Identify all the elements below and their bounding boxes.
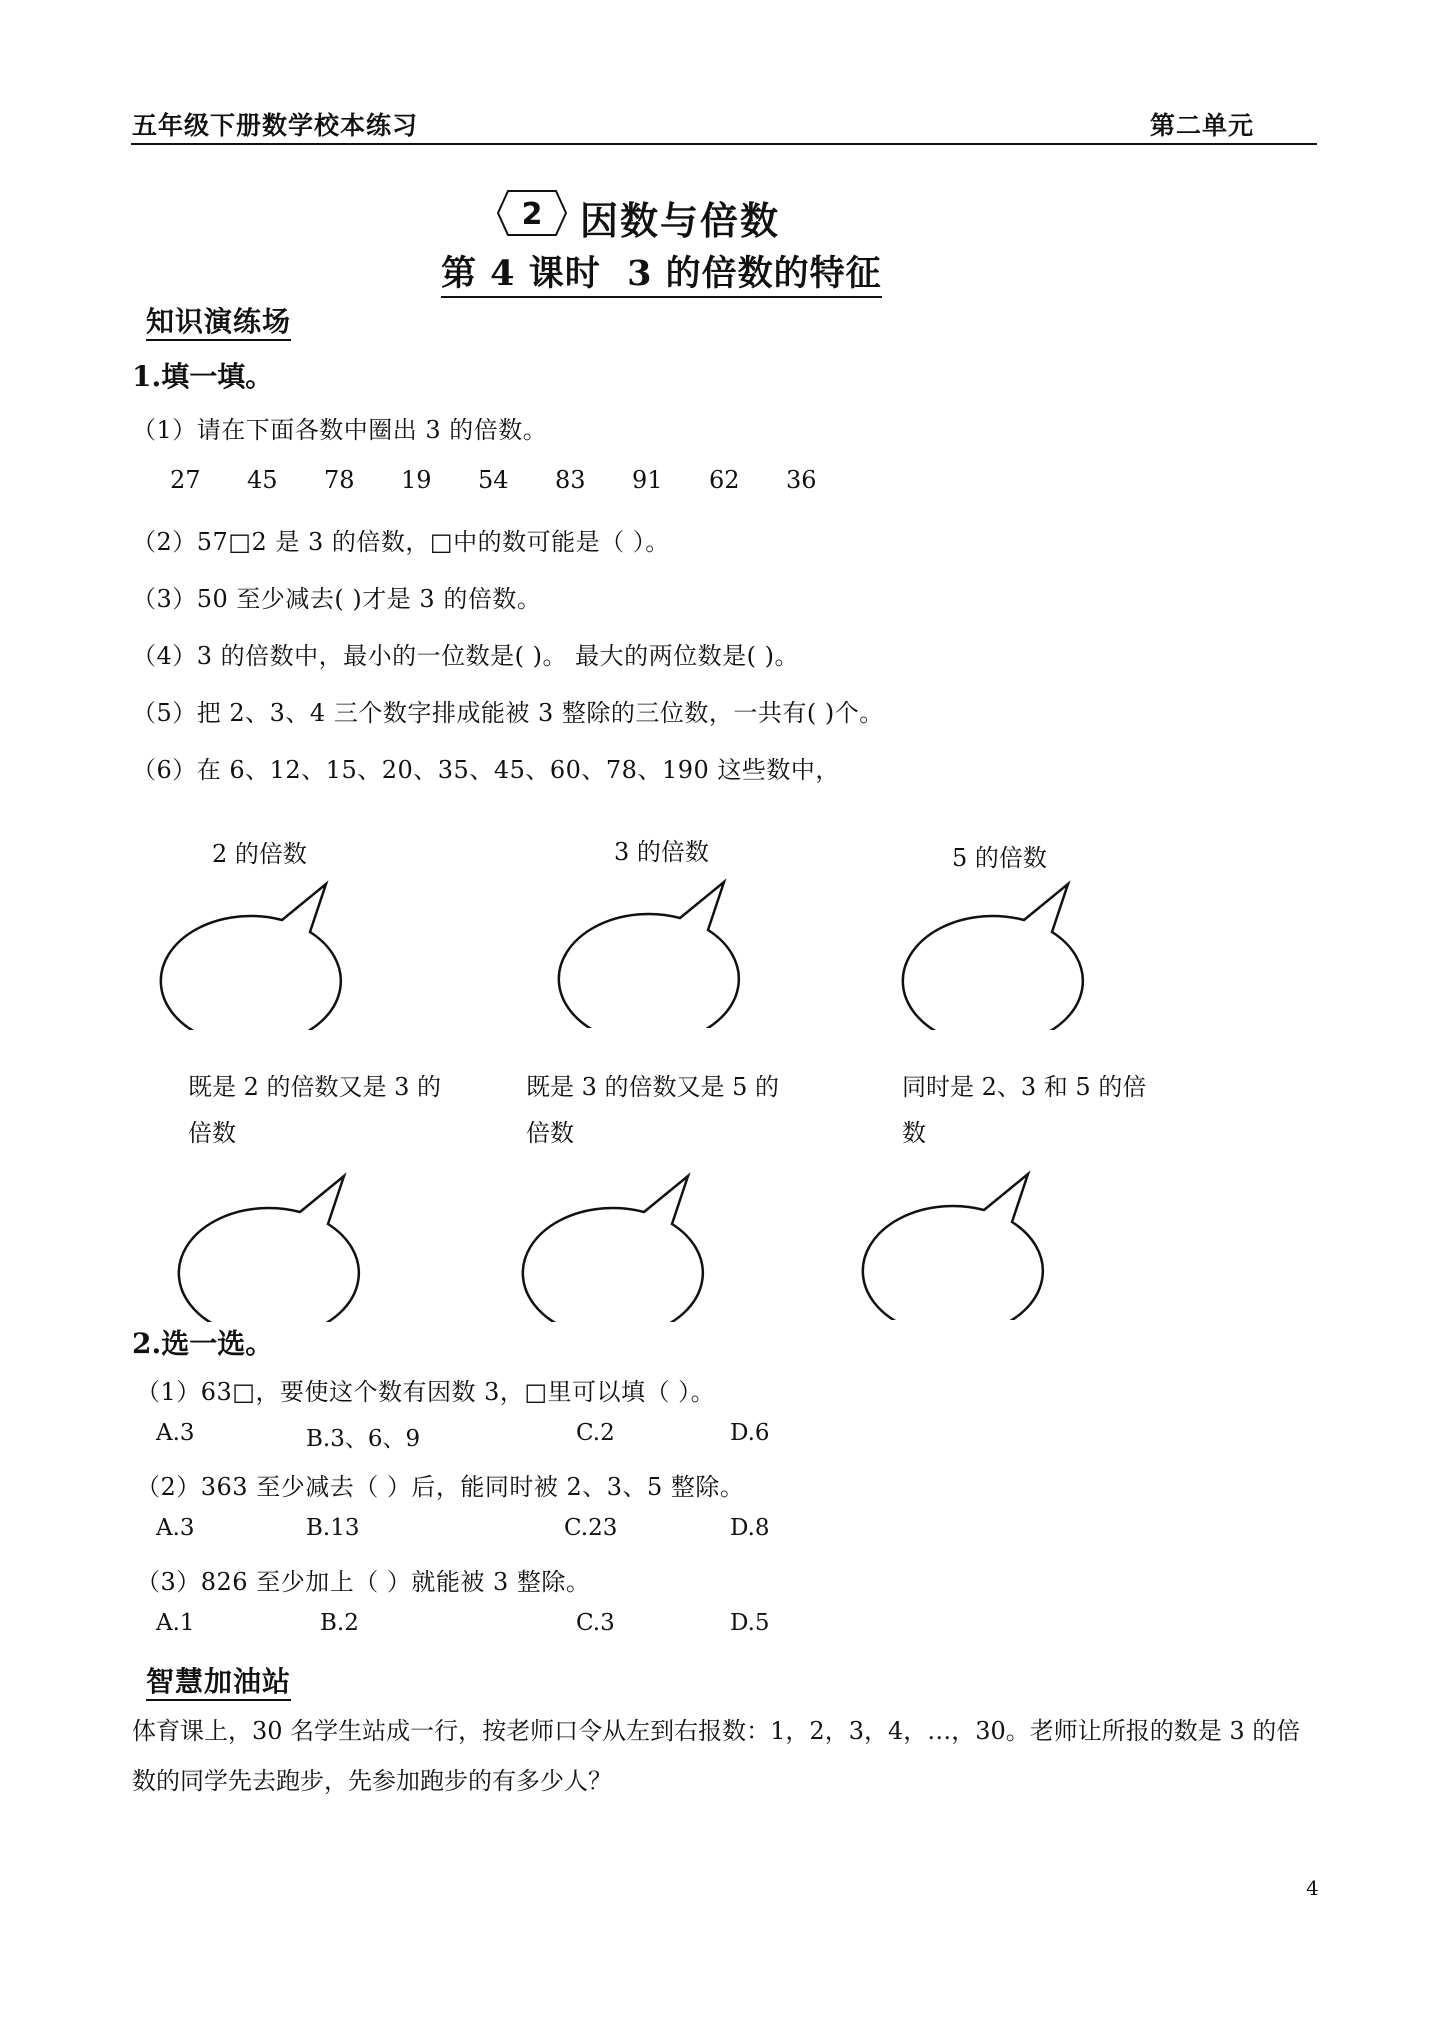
speech-bubble-multiples-5[interactable] [892, 870, 1092, 1030]
option-c[interactable]: C.23 [564, 1515, 618, 1541]
option-b[interactable]: B.2 [320, 1610, 359, 1636]
header-divider [131, 143, 1317, 145]
number-item[interactable]: 54 [478, 466, 509, 494]
question-2-1: （1）63□，要使这个数有因数 3，□里可以填（ ）。 [136, 1378, 716, 1406]
question-1-title: 1.填一填。 [132, 360, 274, 393]
option-b[interactable]: B.3、6、9 [306, 1426, 421, 1452]
header-title: 五年级下册数学校本练习 [132, 111, 419, 140]
unit-title: 因数与倍数 [580, 198, 781, 243]
bubble-label-multiples-2-3-5: 同时是 2、3 和 5 的倍 数 [902, 1073, 1147, 1147]
option-a[interactable]: A.3 [156, 1420, 195, 1446]
question-1-6: （6）在 6、12、15、20、35、45、60、78、190 这些数中， [132, 756, 840, 784]
header-unit: 第二单元 [1150, 111, 1255, 140]
option-d[interactable]: D.8 [730, 1515, 770, 1541]
option-c[interactable]: C.3 [576, 1610, 615, 1636]
bubble-label-multiples-3: 3 的倍数 [614, 838, 709, 866]
speech-bubble-multiples-2-and-3[interactable] [168, 1162, 368, 1322]
question-1-4: （4）3 的倍数中，最小的一位数是( )。 最大的两位数是( )。 [132, 642, 800, 670]
question-1-3: （3）50 至少减去( )才是 3 的倍数。 [132, 585, 542, 613]
unit-badge-icon [496, 188, 568, 238]
bubble-label-multiples-2-and-3: 既是 2 的倍数又是 3 的 倍数 [188, 1073, 442, 1147]
number-item[interactable]: 45 [247, 466, 278, 494]
option-a[interactable]: A.3 [156, 1515, 195, 1541]
number-item[interactable]: 36 [786, 466, 817, 494]
speech-bubble-multiples-3[interactable] [548, 868, 748, 1028]
question-1-2: （2）57□2 是 3 的倍数，□中的数可能是（ ）。 [132, 528, 670, 556]
number-item[interactable]: 83 [555, 466, 586, 494]
page-number: 4 [1306, 1876, 1319, 1900]
unit-number: 2 [521, 197, 543, 232]
lesson-title [441, 246, 882, 296]
question-2-title: 2.选一选。 [132, 1327, 274, 1360]
word-problem: 体育课上，30 名学生站成一行，按老师口令从左到右报数：1，2，3，4，…，30。老师让所报的数是 3 的倍数的同学先去跑步，先参加跑步的有多少人？ [132, 1717, 1301, 1795]
question-2-2: （2）363 至少减去（ ）后，能同时被 2、3、5 整除。 [136, 1473, 745, 1501]
speech-bubble-multiples-2[interactable] [150, 870, 350, 1030]
option-d[interactable]: D.6 [730, 1420, 770, 1446]
bubble-label-multiples-3-and-5: 既是 3 的倍数又是 5 的 倍数 [526, 1073, 780, 1147]
speech-bubble-multiples-3-and-5[interactable] [512, 1162, 712, 1322]
question-2-3: （3）826 至少加上（ ）就能被 3 整除。 [136, 1568, 591, 1596]
option-b[interactable]: B.13 [306, 1515, 360, 1541]
option-d[interactable]: D.5 [730, 1610, 770, 1636]
number-item[interactable]: 78 [324, 466, 355, 494]
option-a[interactable]: A.1 [156, 1610, 195, 1636]
bubble-label-multiples-5: 5 的倍数 [952, 844, 1047, 872]
question-1-1: （1）请在下面各数中圈出 3 的倍数。 [132, 416, 548, 444]
option-c[interactable]: C.2 [576, 1420, 615, 1446]
speech-bubble-multiples-2-3-5[interactable] [852, 1160, 1052, 1320]
number-item[interactable]: 27 [170, 466, 201, 494]
section-title-practice: 知识演练场 [146, 300, 291, 340]
number-item[interactable]: 19 [401, 466, 432, 494]
lesson-subtitle: 3 的倍数的特征 [627, 253, 882, 298]
number-item[interactable]: 91 [632, 466, 663, 494]
lesson-number: 第 4 课时 [441, 253, 601, 298]
section-title-challenge: 智慧加油站 [146, 1660, 291, 1700]
question-1-5: （5）把 2、3、4 三个数字排成能被 3 整除的三位数，一共有( )个。 [132, 699, 884, 727]
number-item[interactable]: 62 [709, 466, 740, 494]
bubble-label-multiples-2: 2 的倍数 [212, 840, 307, 868]
